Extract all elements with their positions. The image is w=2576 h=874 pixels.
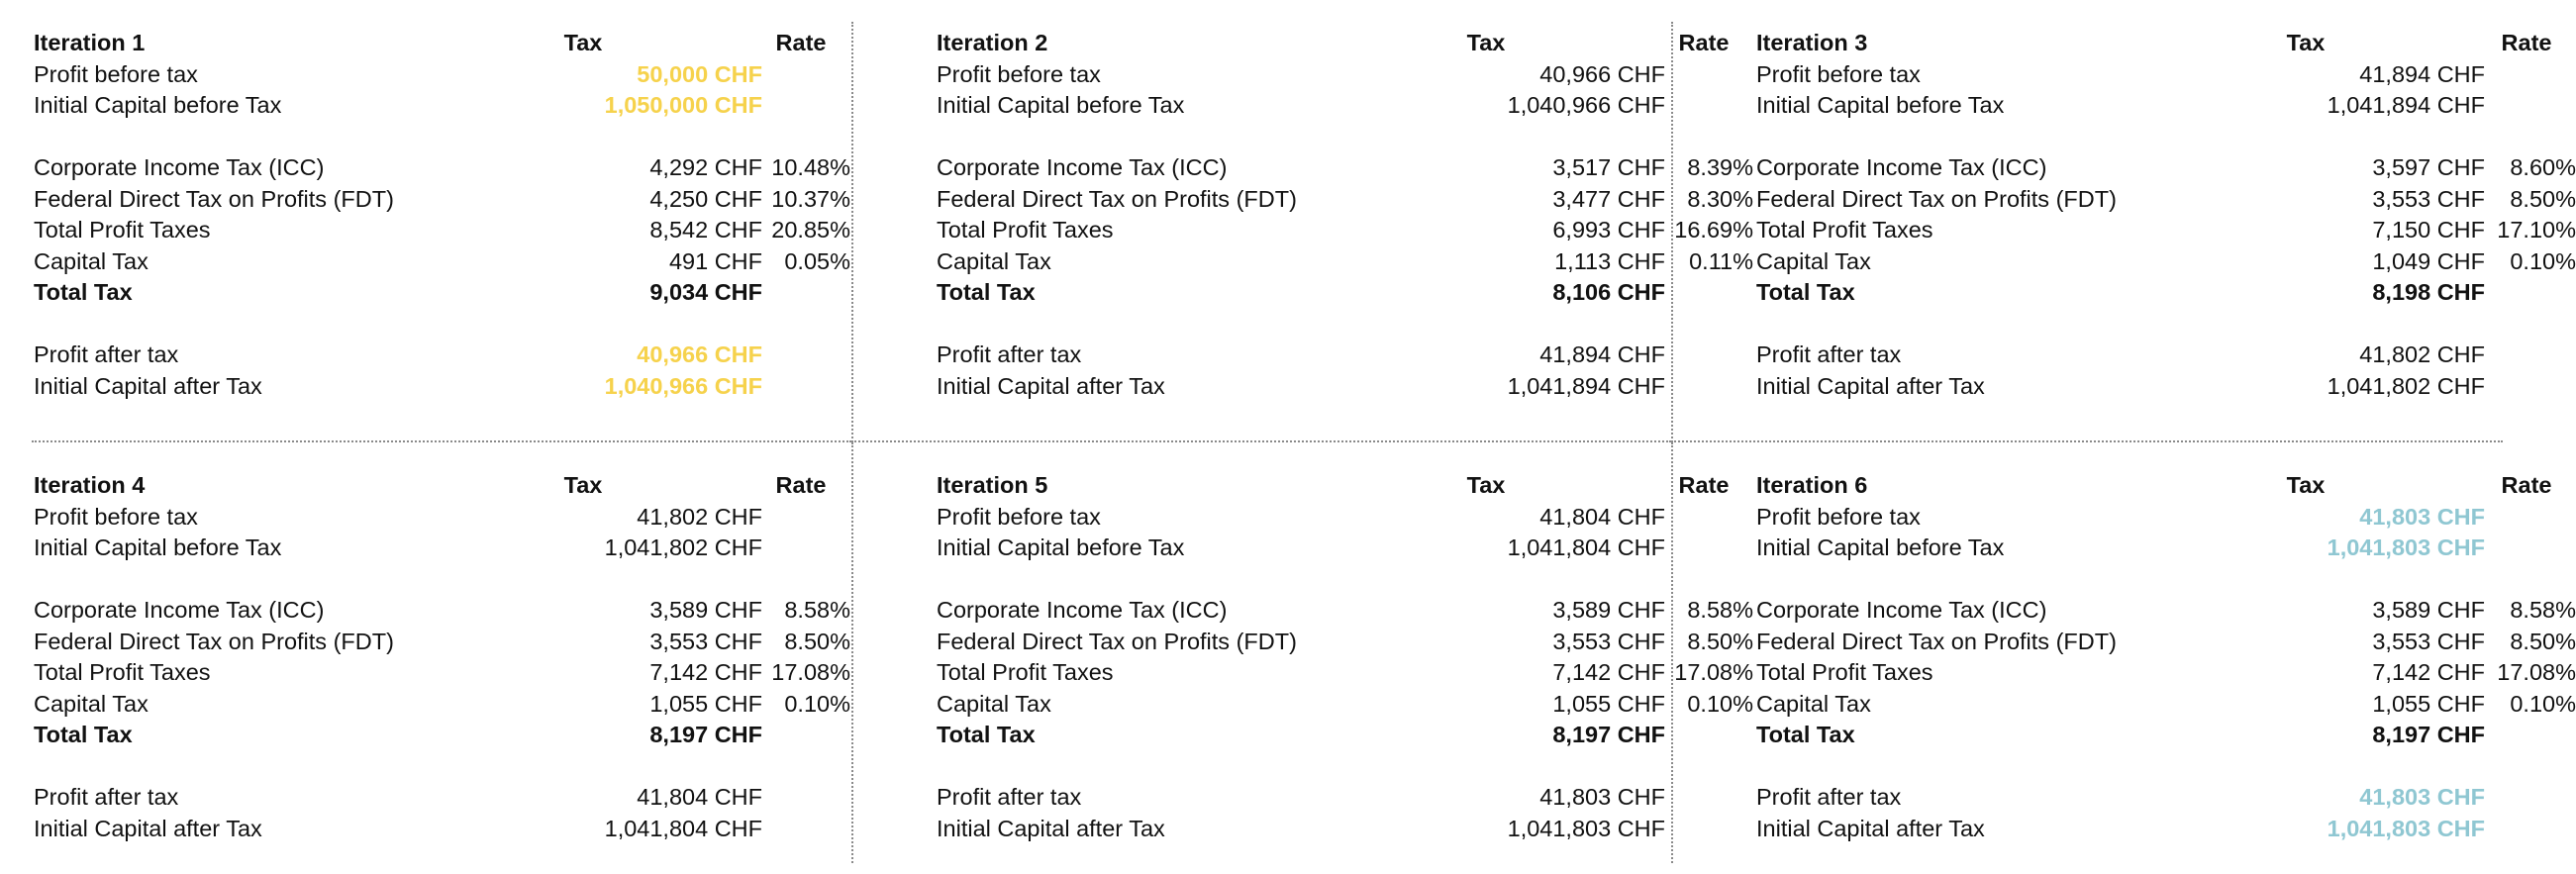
fdt-rate: 8.50% xyxy=(2510,628,2576,654)
icc-label: Corporate Income Tax (ICC) xyxy=(1756,597,2047,623)
profit-before-tax-value: 41,804 CHF xyxy=(1539,503,1665,530)
capital-before-tax-value: 1,040,966 CHF xyxy=(1507,92,1665,118)
icc-row xyxy=(937,152,1753,184)
panel-header xyxy=(937,470,1730,502)
fdt-rate: 10.37% xyxy=(771,185,850,212)
total-profit-taxes-label: Total Profit Taxes xyxy=(1756,217,1933,243)
row-spacer xyxy=(937,564,1671,596)
profit-before-tax-value: 50,000 CHF xyxy=(637,60,762,87)
fdt-label: Federal Direct Tax on Profits (FDT) xyxy=(937,628,1297,654)
iteration-title: Iteration 5 xyxy=(937,472,1048,498)
profit-after-tax-row xyxy=(1756,340,2503,371)
fdt-label: Federal Direct Tax on Profits (FDT) xyxy=(34,628,394,654)
capital-before-tax-label: Initial Capital before Tax xyxy=(1756,534,2005,560)
total-tax-row xyxy=(937,720,1671,751)
capital-before-tax-label: Initial Capital before Tax xyxy=(937,92,1185,118)
total-profit-taxes-value: 7,142 CHF xyxy=(1552,659,1665,685)
icc-label: Corporate Income Tax (ICC) xyxy=(1756,154,2047,180)
profit-before-tax-label: Profit before tax xyxy=(34,60,198,87)
capital-after-tax-row xyxy=(34,371,851,403)
capital-tax-rate: 0.10% xyxy=(784,690,850,717)
capital-after-tax-value: 1,041,804 CHF xyxy=(604,815,762,841)
total-tax-row xyxy=(34,720,851,751)
capital-tax-value: 1,055 CHF xyxy=(1552,690,1665,717)
iteration-panel-2 xyxy=(851,22,1753,442)
iterations-grid xyxy=(32,22,2576,863)
fdt-row xyxy=(1756,184,2576,216)
total-tax-value: 8,197 CHF xyxy=(649,722,762,747)
profit-after-tax-row xyxy=(34,782,851,814)
iteration-title: Iteration 2 xyxy=(937,30,1048,55)
total-profit-taxes-row xyxy=(937,657,1753,689)
capital-tax-rate: 0.10% xyxy=(2510,690,2576,717)
profit-before-tax-value: 40,966 CHF xyxy=(1539,60,1665,87)
capital-after-tax-row xyxy=(1756,371,2503,403)
total-profit-taxes-value: 6,993 CHF xyxy=(1552,217,1665,243)
icc-rate: 8.39% xyxy=(1687,154,1753,180)
total-profit-taxes-row xyxy=(34,215,851,246)
row-spacer xyxy=(34,309,851,340)
tax-column-header: Tax xyxy=(563,472,603,498)
fdt-rate: 8.50% xyxy=(784,628,850,654)
iteration-panel-1 xyxy=(32,22,851,442)
capital-before-tax-value: 1,041,803 CHF xyxy=(2327,534,2485,560)
row-spacer xyxy=(1756,564,2503,596)
capital-tax-label: Capital Tax xyxy=(1756,690,1871,717)
total-profit-taxes-rate: 17.10% xyxy=(2497,217,2576,243)
capital-after-tax-row xyxy=(937,814,1671,845)
capital-before-tax-label: Initial Capital before Tax xyxy=(34,92,282,118)
capital-tax-label: Capital Tax xyxy=(1756,247,1871,274)
capital-before-tax-row xyxy=(1756,90,2503,122)
fdt-value: 3,553 CHF xyxy=(1552,628,1665,654)
total-profit-taxes-label: Total Profit Taxes xyxy=(34,659,211,685)
capital-before-tax-label: Initial Capital before Tax xyxy=(1756,92,2005,118)
profit-before-tax-label: Profit before tax xyxy=(34,503,198,530)
capital-before-tax-label: Initial Capital before Tax xyxy=(937,534,1185,560)
total-profit-taxes-rate: 17.08% xyxy=(771,659,850,685)
iteration-panel-6 xyxy=(1671,442,2576,863)
panel-header xyxy=(937,28,1730,59)
total-tax-row xyxy=(937,277,1671,309)
profit-before-tax-row xyxy=(34,59,851,91)
total-profit-taxes-label: Total Profit Taxes xyxy=(937,659,1114,685)
capital-before-tax-value: 1,041,802 CHF xyxy=(604,534,762,560)
total-profit-taxes-value: 7,142 CHF xyxy=(649,659,762,685)
capital-tax-rate: 0.10% xyxy=(1687,690,1753,717)
capital-tax-value: 1,055 CHF xyxy=(2372,690,2485,717)
capital-tax-value: 491 CHF xyxy=(668,247,762,274)
icc-rate: 8.60% xyxy=(2510,154,2576,180)
capital-before-tax-row xyxy=(34,533,851,564)
capital-tax-label: Capital Tax xyxy=(937,690,1051,717)
icc-label: Corporate Income Tax (ICC) xyxy=(34,597,325,623)
profit-before-tax-label: Profit before tax xyxy=(1756,60,1921,87)
capital-after-tax-row xyxy=(937,371,1671,403)
capital-after-tax-value: 1,041,803 CHF xyxy=(2327,815,2485,841)
capital-before-tax-label: Initial Capital before Tax xyxy=(34,534,282,560)
capital-before-tax-row xyxy=(937,90,1671,122)
icc-rate: 10.48% xyxy=(771,154,850,180)
capital-before-tax-value: 1,041,804 CHF xyxy=(1507,534,1665,560)
profit-after-tax-label: Profit after tax xyxy=(937,341,1082,367)
capital-after-tax-label: Initial Capital after Tax xyxy=(1756,372,1985,399)
iteration-title: Iteration 4 xyxy=(34,472,146,498)
total-tax-row xyxy=(34,277,851,309)
profit-before-tax-row xyxy=(1756,502,2503,534)
fdt-row xyxy=(34,627,851,658)
total-profit-taxes-rate: 16.69% xyxy=(1674,217,1753,243)
icc-row xyxy=(34,595,851,627)
profit-after-tax-label: Profit after tax xyxy=(937,784,1082,810)
capital-tax-row xyxy=(937,246,1753,278)
total-profit-taxes-rate: 20.85% xyxy=(771,217,850,243)
total-profit-taxes-row xyxy=(1756,215,2576,246)
icc-rate: 8.58% xyxy=(2510,597,2576,623)
profit-after-tax-label: Profit after tax xyxy=(1756,784,1902,810)
fdt-label: Federal Direct Tax on Profits (FDT) xyxy=(34,185,394,212)
capital-after-tax-row xyxy=(1756,814,2503,845)
tax-column-header: Tax xyxy=(1466,30,1506,55)
icc-rate: 8.58% xyxy=(1687,597,1753,623)
fdt-rate: 8.30% xyxy=(1687,185,1753,212)
fdt-value: 3,553 CHF xyxy=(2372,628,2485,654)
capital-after-tax-value: 1,041,894 CHF xyxy=(1507,372,1665,399)
profit-after-tax-row xyxy=(34,340,851,371)
total-profit-taxes-label: Total Profit Taxes xyxy=(937,217,1114,243)
total-profit-taxes-value: 7,142 CHF xyxy=(2372,659,2485,685)
capital-before-tax-value: 1,041,894 CHF xyxy=(2327,92,2485,118)
profit-before-tax-label: Profit before tax xyxy=(937,503,1101,530)
panel-header xyxy=(34,470,851,502)
icc-value: 3,589 CHF xyxy=(649,597,762,623)
fdt-label: Federal Direct Tax on Profits (FDT) xyxy=(1756,185,2117,212)
icc-label: Corporate Income Tax (ICC) xyxy=(937,597,1228,623)
capital-tax-label: Capital Tax xyxy=(34,690,149,717)
capital-tax-value: 1,049 CHF xyxy=(2372,247,2485,274)
tax-column-header: Tax xyxy=(2286,30,2326,55)
profit-after-tax-row xyxy=(1756,782,2503,814)
capital-tax-value: 1,055 CHF xyxy=(649,690,762,717)
profit-before-tax-value: 41,803 CHF xyxy=(2359,503,2485,530)
total-profit-taxes-row xyxy=(937,215,1753,246)
total-profit-taxes-rate: 17.08% xyxy=(1674,659,1753,685)
capital-after-tax-label: Initial Capital after Tax xyxy=(1756,815,1985,841)
capital-after-tax-label: Initial Capital after Tax xyxy=(937,815,1165,841)
profit-after-tax-label: Profit after tax xyxy=(34,341,179,367)
rate-column-header: Rate xyxy=(1678,472,1730,498)
capital-tax-rate: 0.11% xyxy=(1689,247,1753,274)
total-profit-taxes-rate: 17.08% xyxy=(2497,659,2576,685)
icc-value: 4,292 CHF xyxy=(649,154,762,180)
icc-value: 3,597 CHF xyxy=(2372,154,2485,180)
iteration-title: Iteration 3 xyxy=(1756,30,1868,55)
icc-value: 3,589 CHF xyxy=(1552,597,1665,623)
icc-label: Corporate Income Tax (ICC) xyxy=(34,154,325,180)
total-tax-value: 8,106 CHF xyxy=(1552,279,1665,305)
row-spacer xyxy=(34,564,851,596)
capital-after-tax-label: Initial Capital after Tax xyxy=(34,372,262,399)
profit-before-tax-row xyxy=(34,502,851,534)
capital-tax-value: 1,113 CHF xyxy=(1554,247,1665,274)
fdt-value: 3,553 CHF xyxy=(2372,185,2485,212)
total-tax-label: Total Tax xyxy=(937,279,1036,305)
row-spacer xyxy=(34,122,851,153)
iteration-title: Iteration 1 xyxy=(34,30,146,55)
capital-after-tax-label: Initial Capital after Tax xyxy=(937,372,1165,399)
capital-tax-rate: 0.10% xyxy=(2510,247,2576,274)
total-tax-label: Total Tax xyxy=(34,722,133,747)
row-spacer xyxy=(1756,309,2503,340)
rate-column-header: Rate xyxy=(1678,30,1730,55)
icc-row xyxy=(1756,595,2576,627)
capital-after-tax-row xyxy=(34,814,851,845)
fdt-value: 3,477 CHF xyxy=(1552,185,1665,212)
row-spacer xyxy=(1756,122,2503,153)
total-tax-value: 8,198 CHF xyxy=(2372,279,2485,305)
total-tax-label: Total Tax xyxy=(1756,279,1855,305)
capital-after-tax-value: 1,040,966 CHF xyxy=(604,372,762,399)
total-tax-value: 8,197 CHF xyxy=(1552,722,1665,747)
capital-after-tax-value: 1,041,803 CHF xyxy=(1507,815,1665,841)
profit-after-tax-label: Profit after tax xyxy=(1756,341,1902,367)
profit-after-tax-value: 41,802 CHF xyxy=(2359,341,2485,367)
capital-tax-row xyxy=(34,689,851,721)
profit-after-tax-value: 41,803 CHF xyxy=(1539,784,1665,810)
rate-column-header: Rate xyxy=(775,472,827,498)
total-tax-row xyxy=(1756,277,2503,309)
profit-before-tax-value: 41,894 CHF xyxy=(2359,60,2485,87)
profit-before-tax-row xyxy=(937,59,1671,91)
total-tax-label: Total Tax xyxy=(937,722,1036,747)
total-profit-taxes-label: Total Profit Taxes xyxy=(1756,659,1933,685)
capital-before-tax-value: 1,050,000 CHF xyxy=(604,92,762,118)
capital-before-tax-row xyxy=(34,90,851,122)
profit-after-tax-value: 41,804 CHF xyxy=(637,784,762,810)
profit-after-tax-row xyxy=(937,782,1671,814)
total-profit-taxes-value: 8,542 CHF xyxy=(649,217,762,243)
capital-after-tax-label: Initial Capital after Tax xyxy=(34,815,262,841)
panel-header xyxy=(1756,28,2552,59)
profit-before-tax-value: 41,802 CHF xyxy=(637,503,762,530)
total-tax-row xyxy=(1756,720,2503,751)
profit-after-tax-row xyxy=(937,340,1671,371)
fdt-row xyxy=(34,184,851,216)
total-tax-value: 9,034 CHF xyxy=(649,279,762,305)
rate-column-header: Rate xyxy=(775,30,827,55)
icc-value: 3,589 CHF xyxy=(2372,597,2485,623)
fdt-label: Federal Direct Tax on Profits (FDT) xyxy=(1756,628,2117,654)
capital-tax-rate: 0.05% xyxy=(784,247,850,274)
fdt-rate: 8.50% xyxy=(2510,185,2576,212)
profit-after-tax-value: 41,803 CHF xyxy=(2359,784,2485,810)
iteration-title: Iteration 6 xyxy=(1756,472,1868,498)
profit-before-tax-label: Profit before tax xyxy=(1756,503,1921,530)
fdt-label: Federal Direct Tax on Profits (FDT) xyxy=(937,185,1297,212)
fdt-rate: 8.50% xyxy=(1687,628,1753,654)
total-tax-label: Total Tax xyxy=(1756,722,1855,747)
icc-rate: 8.58% xyxy=(784,597,850,623)
profit-after-tax-value: 40,966 CHF xyxy=(637,341,762,367)
capital-after-tax-value: 1,041,802 CHF xyxy=(2327,372,2485,399)
fdt-row xyxy=(1756,627,2576,658)
profit-after-tax-label: Profit after tax xyxy=(34,784,179,810)
iteration-panel-3 xyxy=(1671,22,2576,442)
icc-row xyxy=(1756,152,2576,184)
tax-column-header: Tax xyxy=(1466,472,1506,498)
row-spacer xyxy=(1756,751,2503,783)
capital-tax-label: Capital Tax xyxy=(937,247,1051,274)
icc-row xyxy=(34,152,851,184)
row-spacer xyxy=(937,751,1671,783)
profit-before-tax-row xyxy=(1756,59,2503,91)
capital-before-tax-row xyxy=(937,533,1671,564)
capital-before-tax-row xyxy=(1756,533,2503,564)
total-profit-taxes-row xyxy=(34,657,851,689)
icc-label: Corporate Income Tax (ICC) xyxy=(937,154,1228,180)
profit-before-tax-row xyxy=(937,502,1671,534)
row-spacer xyxy=(34,751,851,783)
total-tax-value: 8,197 CHF xyxy=(2372,722,2485,747)
profit-after-tax-value: 41,894 CHF xyxy=(1539,341,1665,367)
total-tax-label: Total Tax xyxy=(34,279,133,305)
rate-column-header: Rate xyxy=(2501,472,2552,498)
total-profit-taxes-row xyxy=(1756,657,2576,689)
fdt-row xyxy=(937,627,1753,658)
icc-value: 3,517 CHF xyxy=(1552,154,1665,180)
panel-header xyxy=(34,28,851,59)
tax-column-header: Tax xyxy=(563,30,603,55)
tax-column-header: Tax xyxy=(2286,472,2326,498)
iteration-panel-4 xyxy=(32,442,851,863)
row-spacer xyxy=(937,309,1671,340)
capital-tax-row xyxy=(1756,246,2576,278)
total-profit-taxes-value: 7,150 CHF xyxy=(2372,217,2485,243)
icc-row xyxy=(937,595,1753,627)
capital-tax-row xyxy=(34,246,851,278)
rate-column-header: Rate xyxy=(2501,30,2552,55)
iteration-panel-5 xyxy=(851,442,1753,863)
panel-header xyxy=(1756,470,2552,502)
capital-tax-label: Capital Tax xyxy=(34,247,149,274)
capital-tax-row xyxy=(937,689,1753,721)
fdt-value: 4,250 CHF xyxy=(649,185,762,212)
profit-before-tax-label: Profit before tax xyxy=(937,60,1101,87)
row-spacer xyxy=(937,122,1671,153)
capital-tax-row xyxy=(1756,689,2576,721)
fdt-value: 3,553 CHF xyxy=(649,628,762,654)
total-profit-taxes-label: Total Profit Taxes xyxy=(34,217,211,243)
fdt-row xyxy=(937,184,1753,216)
